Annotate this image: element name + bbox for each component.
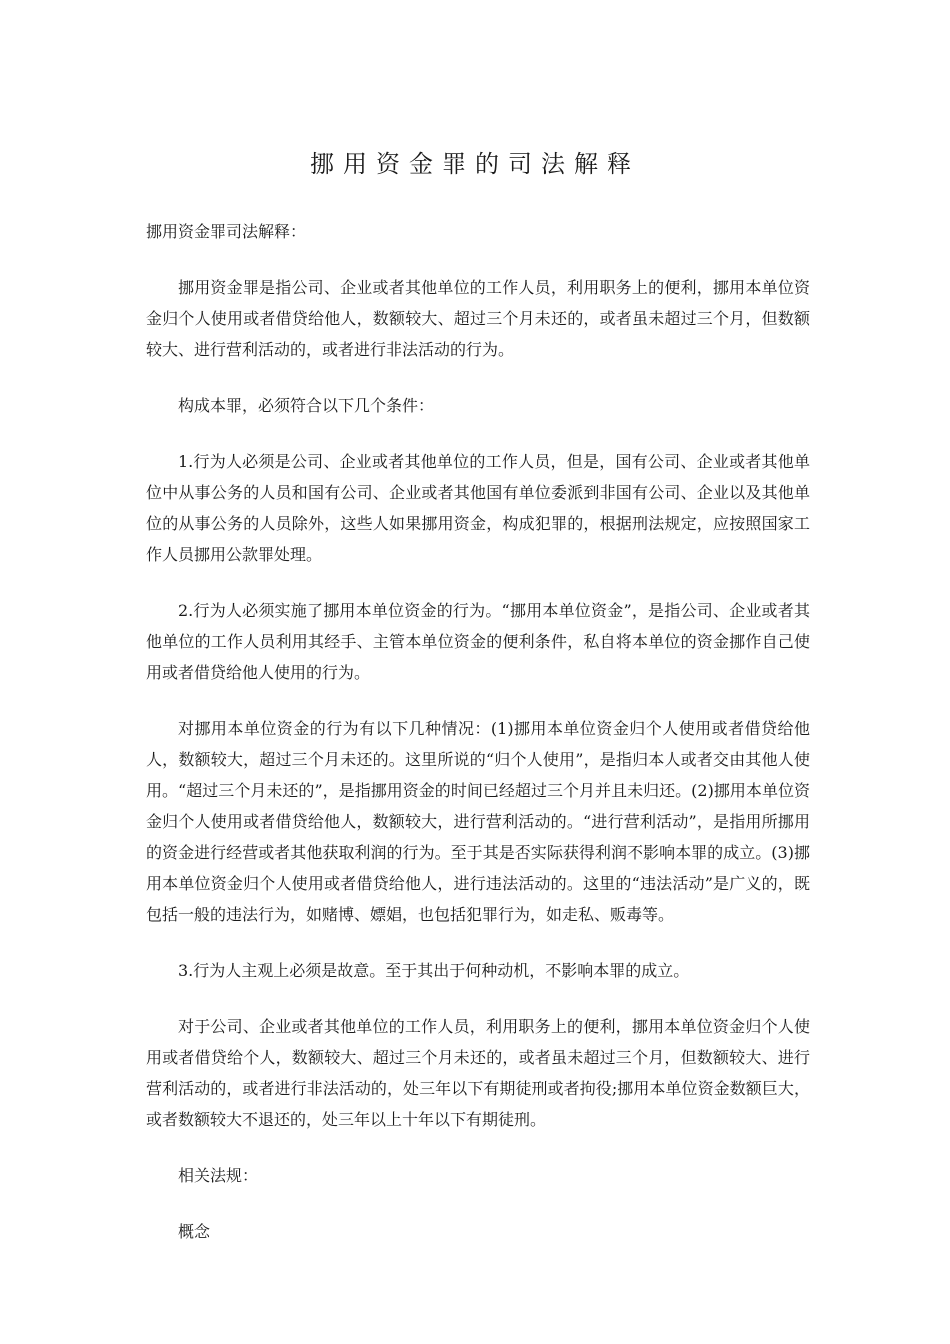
situations-paragraph: 对挪用本单位资金的行为有以下几种情况：(1)挪用本单位资金归个人使用或者借贷给他人，数额较大，超过三个月未还的。这里所说的“归个人使用”，是指归本人或者交由其他人使用。“超过三个月未还的”，是指挪用资金的时间已经超过三个月并且未归还。(2)挪用本单位资金归个人使用或者借贷给他人，数额较大，进行营利活动的。“进行营利活动”，是指用所挪用的资金进行经营或者其他获取利润的行为。至于其是否实际获得利润不影响本罪的成立。(3)挪用本单位资金归个人使用或者借贷给他人，进行违法活动的。这里的“违法活动”是广义的，既包括一般的违法行为，如赌博、嫖娼，也包括犯罪行为，如走私、贩毒等。 [146, 719, 810, 924]
concept-heading: 概念 [178, 1222, 211, 1241]
related-regulations-heading: 相关法规： [178, 1166, 259, 1185]
intro-heading: 挪用资金罪司法解释： [146, 222, 307, 241]
condition-2-paragraph: 2.行为人必须实施了挪用本单位资金的行为。“挪用本单位资金”，是指公司、企业或者其他单位的工作人员利用其经手、主管本单位资金的便利条件，私自将本单位的资金挪作自己使用或者借贷给他人使用的行为。 [146, 601, 810, 682]
document-body [146, 216, 810, 1272]
condition-3-paragraph: 3.行为人主观上必须是故意。至于其出于何种动机，不影响本罪的成立。 [178, 961, 690, 980]
condition-1-paragraph: 1.行为人必须是公司、企业或者其他单位的工作人员，但是，国有公司、企业或者其他单位中从事公务的人员和国有公司、企业或者其他国有单位委派到非国有公司、企业以及其他单位的从事公务的人员除外，这些人如果挪用资金，构成犯罪的，根据刑法规定，应按照国家工作人员挪用公款罪处理。 [146, 452, 810, 564]
definition-paragraph: 挪用资金罪是指公司、企业或者其他单位的工作人员，利用职务上的便利，挪用本单位资金归个人使用或者借贷给他人，数额较大、超过三个月未还的，或者虽未超过三个月，但数额较大、进行营利活动的，或者进行非法活动的行为。 [146, 278, 810, 359]
document-title: 挪用资金罪的司法解释 [310, 150, 640, 178]
penalty-paragraph: 对于公司、企业或者其他单位的工作人员，利用职务上的便利，挪用本单位资金归个人使用或者借贷给个人，数额较大、超过三个月未还的，或者虽未超过三个月，但数额较大、进行营利活动的，或者进行非法活动的，处三年以下有期徒刑或者拘役;挪用本单位资金数额巨大，或者数额较大不退还的，处三年以上十年以下有期徒刑。 [146, 1017, 810, 1129]
conditions-heading: 构成本罪，必须符合以下几个条件： [178, 396, 435, 415]
